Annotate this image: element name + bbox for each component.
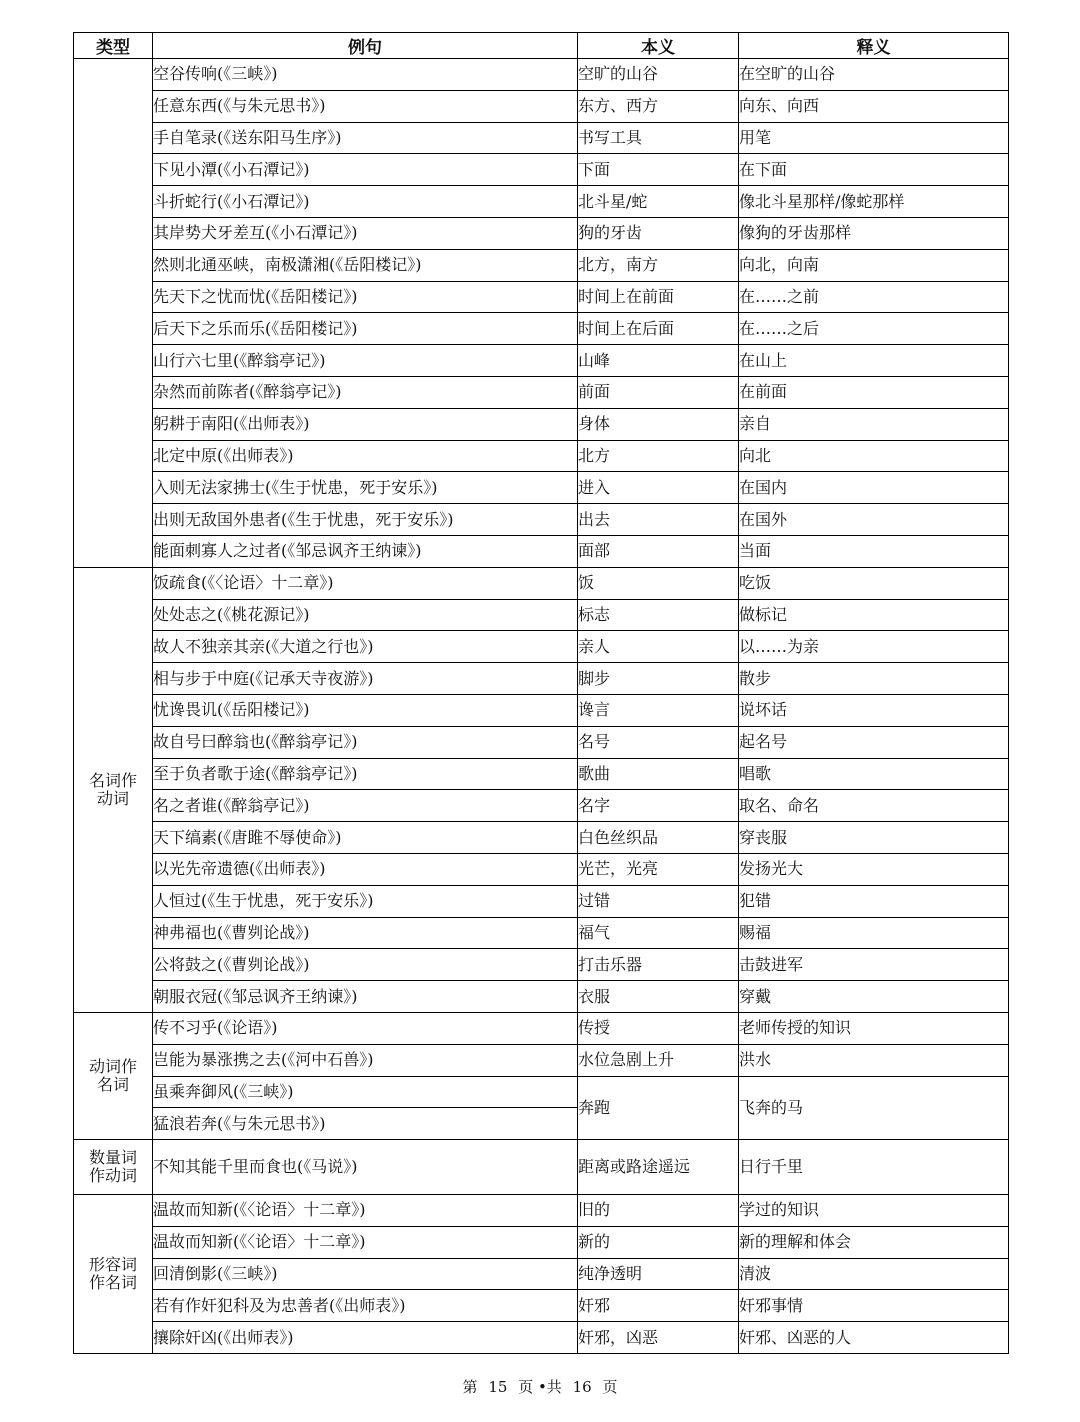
example-cell: 躬耕于南阳(《出师表》) <box>153 408 578 440</box>
table-row <box>74 1226 1009 1258</box>
original-meaning-cell: 传授 <box>578 1012 739 1044</box>
explanation-cell: 向北，向南 <box>739 249 1009 281</box>
original-meaning-cell: 衣服 <box>578 981 739 1013</box>
example-cell: 以光先帝遗德(《出师表》) <box>153 853 578 885</box>
table-row <box>74 1140 1009 1195</box>
original-meaning-cell: 奸邪 <box>578 1290 739 1322</box>
explanation-cell: 洪水 <box>739 1044 1009 1076</box>
table-row <box>74 885 1009 917</box>
example-cell: 虽乘奔御风(《三峡》) <box>153 1076 578 1108</box>
table-row <box>74 853 1009 885</box>
example-cell: 天下缟素(《唐雎不辱使命》) <box>153 822 578 854</box>
original-meaning-cell: 饭 <box>578 567 739 599</box>
example-cell: 先天下之忧而忧(《岳阳楼记》) <box>153 281 578 313</box>
footer-prefix: 第 <box>462 1378 478 1396</box>
table-row <box>74 1195 1009 1227</box>
example-cell: 杂然而前陈者(《醉翁亭记》) <box>153 376 578 408</box>
original-meaning-cell: 前面 <box>578 376 739 408</box>
explanation-cell: 起名号 <box>739 726 1009 758</box>
example-cell: 其岸势犬牙差互(《小石潭记》) <box>153 217 578 249</box>
explanation-cell: 在空旷的山谷 <box>739 59 1009 91</box>
original-meaning-cell: 时间上在前面 <box>578 281 739 313</box>
example-cell: 回清倒影(《三峡》) <box>153 1258 578 1290</box>
example-cell: 空谷传响(《三峡》) <box>153 59 578 91</box>
original-meaning-cell: 谗言 <box>578 694 739 726</box>
original-meaning-cell: 狗的牙齿 <box>578 217 739 249</box>
explanation-cell: 在……之后 <box>739 313 1009 345</box>
explanation-cell: 唱歌 <box>739 758 1009 790</box>
original-meaning-cell: 脚步 <box>578 663 739 695</box>
explanation-cell: 奸邪、凶恶的人 <box>739 1322 1009 1354</box>
table-row <box>74 249 1009 281</box>
example-cell: 攘除奸凶(《出师表》) <box>153 1322 578 1354</box>
original-meaning-cell: 身体 <box>578 408 739 440</box>
explanation-cell: 在国内 <box>739 472 1009 504</box>
table-row <box>74 59 1009 91</box>
original-meaning-cell: 时间上在后面 <box>578 313 739 345</box>
category-cell: 形容词 作名词 <box>74 1195 153 1354</box>
example-cell: 斗折蛇行(《小石潭记》) <box>153 186 578 218</box>
example-cell: 至于负者歌于途(《醉翁亭记》) <box>153 758 578 790</box>
example-cell: 任意东西(《与朱元思书》) <box>153 90 578 122</box>
table-row <box>74 186 1009 218</box>
category-cell: 动词作 名词 <box>74 1012 153 1139</box>
original-meaning-cell: 下面 <box>578 154 739 186</box>
table-row <box>74 822 1009 854</box>
original-meaning-cell: 福气 <box>578 917 739 949</box>
explanation-cell: 在下面 <box>739 154 1009 186</box>
table-body <box>74 59 1009 1354</box>
explanation-cell: 发扬光大 <box>739 853 1009 885</box>
explanation-cell: 在前面 <box>739 376 1009 408</box>
table-row <box>74 790 1009 822</box>
explanation-cell: 穿戴 <box>739 981 1009 1013</box>
original-meaning-cell: 标志 <box>578 599 739 631</box>
explanation-cell: 清波 <box>739 1258 1009 1290</box>
page-footer <box>0 1376 1080 1397</box>
table-row <box>74 663 1009 695</box>
table-row <box>74 440 1009 472</box>
table-row <box>74 154 1009 186</box>
example-cell: 朝服衣冠(《邹忌讽齐王纳谏》) <box>153 981 578 1013</box>
current-page-number: 15 <box>488 1378 508 1396</box>
explanation-cell: 向北 <box>739 440 1009 472</box>
explanation-cell: 老师传授的知识 <box>739 1012 1009 1044</box>
original-meaning-cell: 北方，南方 <box>578 249 739 281</box>
table-row <box>74 917 1009 949</box>
original-meaning-cell: 名号 <box>578 726 739 758</box>
original-meaning-cell: 旧的 <box>578 1195 739 1227</box>
explanation-cell: 以……为亲 <box>739 631 1009 663</box>
example-cell: 出则无敌国外患者(《生于忧患，死于安乐》) <box>153 504 578 536</box>
original-meaning-cell: 新的 <box>578 1226 739 1258</box>
total-page-number: 16 <box>572 1378 592 1396</box>
explanation-cell: 在……之前 <box>739 281 1009 313</box>
footer-suffix: 页 <box>602 1378 618 1396</box>
explanation-cell: 在国外 <box>739 504 1009 536</box>
header-original-meaning: 本义 <box>578 33 739 59</box>
explanation-cell: 吃饭 <box>739 567 1009 599</box>
table-row <box>74 694 1009 726</box>
explanation-cell: 做标记 <box>739 599 1009 631</box>
explanation-cell: 穿丧服 <box>739 822 1009 854</box>
explanation-cell: 在山上 <box>739 345 1009 377</box>
example-cell: 北定中原(《出师表》) <box>153 440 578 472</box>
original-meaning-cell: 进入 <box>578 472 739 504</box>
example-cell: 猛浪若奔(《与朱元思书》) <box>153 1108 578 1140</box>
table-row <box>74 376 1009 408</box>
example-cell: 温故而知新(《〈论语〉十二章》) <box>153 1226 578 1258</box>
table-row <box>74 472 1009 504</box>
table-row <box>74 949 1009 981</box>
original-meaning-cell: 纯净透明 <box>578 1258 739 1290</box>
header-example: 例句 <box>153 33 578 59</box>
explanation-cell: 飞奔的马 <box>739 1076 1009 1140</box>
original-meaning-cell: 奔跑 <box>578 1076 739 1140</box>
example-cell: 处处志之(《桃花源记》) <box>153 599 578 631</box>
explanation-cell: 散步 <box>739 663 1009 695</box>
category-cell: 数量词 作动词 <box>74 1140 153 1195</box>
table-row <box>74 90 1009 122</box>
example-cell: 故自号曰醉翁也(《醉翁亭记》) <box>153 726 578 758</box>
header-type: 类型 <box>74 33 153 59</box>
example-cell: 然则北通巫峡，南极潇湘(《岳阳楼记》) <box>153 249 578 281</box>
example-cell: 岂能为暴涨携之去(《河中石兽》) <box>153 1044 578 1076</box>
original-meaning-cell: 名字 <box>578 790 739 822</box>
table-row <box>74 1012 1009 1044</box>
example-cell: 公将鼓之(《曹刿论战》) <box>153 949 578 981</box>
original-meaning-cell: 亲人 <box>578 631 739 663</box>
example-cell: 相与步于中庭(《记承天寺夜游》) <box>153 663 578 695</box>
explanation-cell: 日行千里 <box>739 1140 1009 1195</box>
table-row <box>74 535 1009 567</box>
original-meaning-cell: 打击乐器 <box>578 949 739 981</box>
table-row <box>74 122 1009 154</box>
table-row <box>74 345 1009 377</box>
table-row <box>74 758 1009 790</box>
example-cell: 神弗福也(《曹刿论战》) <box>153 917 578 949</box>
original-meaning-cell: 书写工具 <box>578 122 739 154</box>
example-cell: 名之者谁(《醉翁亭记》) <box>153 790 578 822</box>
explanation-cell: 赐福 <box>739 917 1009 949</box>
table-row <box>74 504 1009 536</box>
table-row <box>74 313 1009 345</box>
table-row <box>74 726 1009 758</box>
header-explanation: 释义 <box>739 33 1009 59</box>
table-row <box>74 567 1009 599</box>
explanation-cell: 像狗的牙齿那样 <box>739 217 1009 249</box>
explanation-cell: 向东、向西 <box>739 90 1009 122</box>
original-meaning-cell: 山峰 <box>578 345 739 377</box>
explanation-cell: 说坏话 <box>739 694 1009 726</box>
original-meaning-cell: 光芒，光亮 <box>578 853 739 885</box>
original-meaning-cell: 奸邪，凶恶 <box>578 1322 739 1354</box>
table-row <box>74 1076 1009 1108</box>
example-cell: 入则无法家拂士(《生于忧患，死于安乐》) <box>153 472 578 504</box>
example-cell: 忧谗畏讥(《岳阳楼记》) <box>153 694 578 726</box>
explanation-cell: 学过的知识 <box>739 1195 1009 1227</box>
table-row <box>74 981 1009 1013</box>
footer-middle: 页 •共 <box>518 1378 562 1396</box>
original-meaning-cell: 北斗星/蛇 <box>578 186 739 218</box>
table-row <box>74 631 1009 663</box>
original-meaning-cell: 出去 <box>578 504 739 536</box>
explanation-cell: 像北斗星那样/像蛇那样 <box>739 186 1009 218</box>
explanation-cell: 取名、命名 <box>739 790 1009 822</box>
category-cell: 名词作 动词 <box>74 567 153 1012</box>
explanation-cell: 用笔 <box>739 122 1009 154</box>
table-row <box>74 1290 1009 1322</box>
grammar-table <box>73 32 1009 1354</box>
example-cell: 温故而知新(《〈论语〉十二章》) <box>153 1195 578 1227</box>
table-row <box>74 408 1009 440</box>
example-cell: 故人不独亲其亲(《大道之行也》) <box>153 631 578 663</box>
table-row <box>74 1322 1009 1354</box>
original-meaning-cell: 东方、西方 <box>578 90 739 122</box>
explanation-cell: 当面 <box>739 535 1009 567</box>
example-cell: 山行六七里(《醉翁亭记》) <box>153 345 578 377</box>
explanation-cell: 奸邪事情 <box>739 1290 1009 1322</box>
explanation-cell: 亲自 <box>739 408 1009 440</box>
original-meaning-cell: 白色丝织品 <box>578 822 739 854</box>
original-meaning-cell: 过错 <box>578 885 739 917</box>
example-cell: 能面刺寡人之过者(《邹忌讽齐王纳谏》) <box>153 535 578 567</box>
explanation-cell: 新的理解和体会 <box>739 1226 1009 1258</box>
original-meaning-cell: 空旷的山谷 <box>578 59 739 91</box>
table-row <box>74 1044 1009 1076</box>
example-cell: 手自笔录(《送东阳马生序》) <box>153 122 578 154</box>
table-row <box>74 599 1009 631</box>
table-row <box>74 217 1009 249</box>
original-meaning-cell: 水位急剧上升 <box>578 1044 739 1076</box>
example-cell: 不知其能千里而食也(《马说》) <box>153 1140 578 1195</box>
category-cell <box>74 59 153 568</box>
example-cell: 人恒过(《生于忧患，死于安乐》) <box>153 885 578 917</box>
example-cell: 传不习乎(《论语》) <box>153 1012 578 1044</box>
original-meaning-cell: 歌曲 <box>578 758 739 790</box>
original-meaning-cell: 面部 <box>578 535 739 567</box>
header-row <box>74 33 1009 59</box>
example-cell: 若有作奸犯科及为忠善者(《出师表》) <box>153 1290 578 1322</box>
explanation-cell: 犯错 <box>739 885 1009 917</box>
example-cell: 后天下之乐而乐(《岳阳楼记》) <box>153 313 578 345</box>
table-row <box>74 1258 1009 1290</box>
table-row <box>74 281 1009 313</box>
example-cell: 饭疏食(《〈论语〉十二章》) <box>153 567 578 599</box>
example-cell: 下见小潭(《小石潭记》) <box>153 154 578 186</box>
original-meaning-cell: 北方 <box>578 440 739 472</box>
explanation-cell: 击鼓进军 <box>739 949 1009 981</box>
original-meaning-cell: 距离或路途遥远 <box>578 1140 739 1195</box>
